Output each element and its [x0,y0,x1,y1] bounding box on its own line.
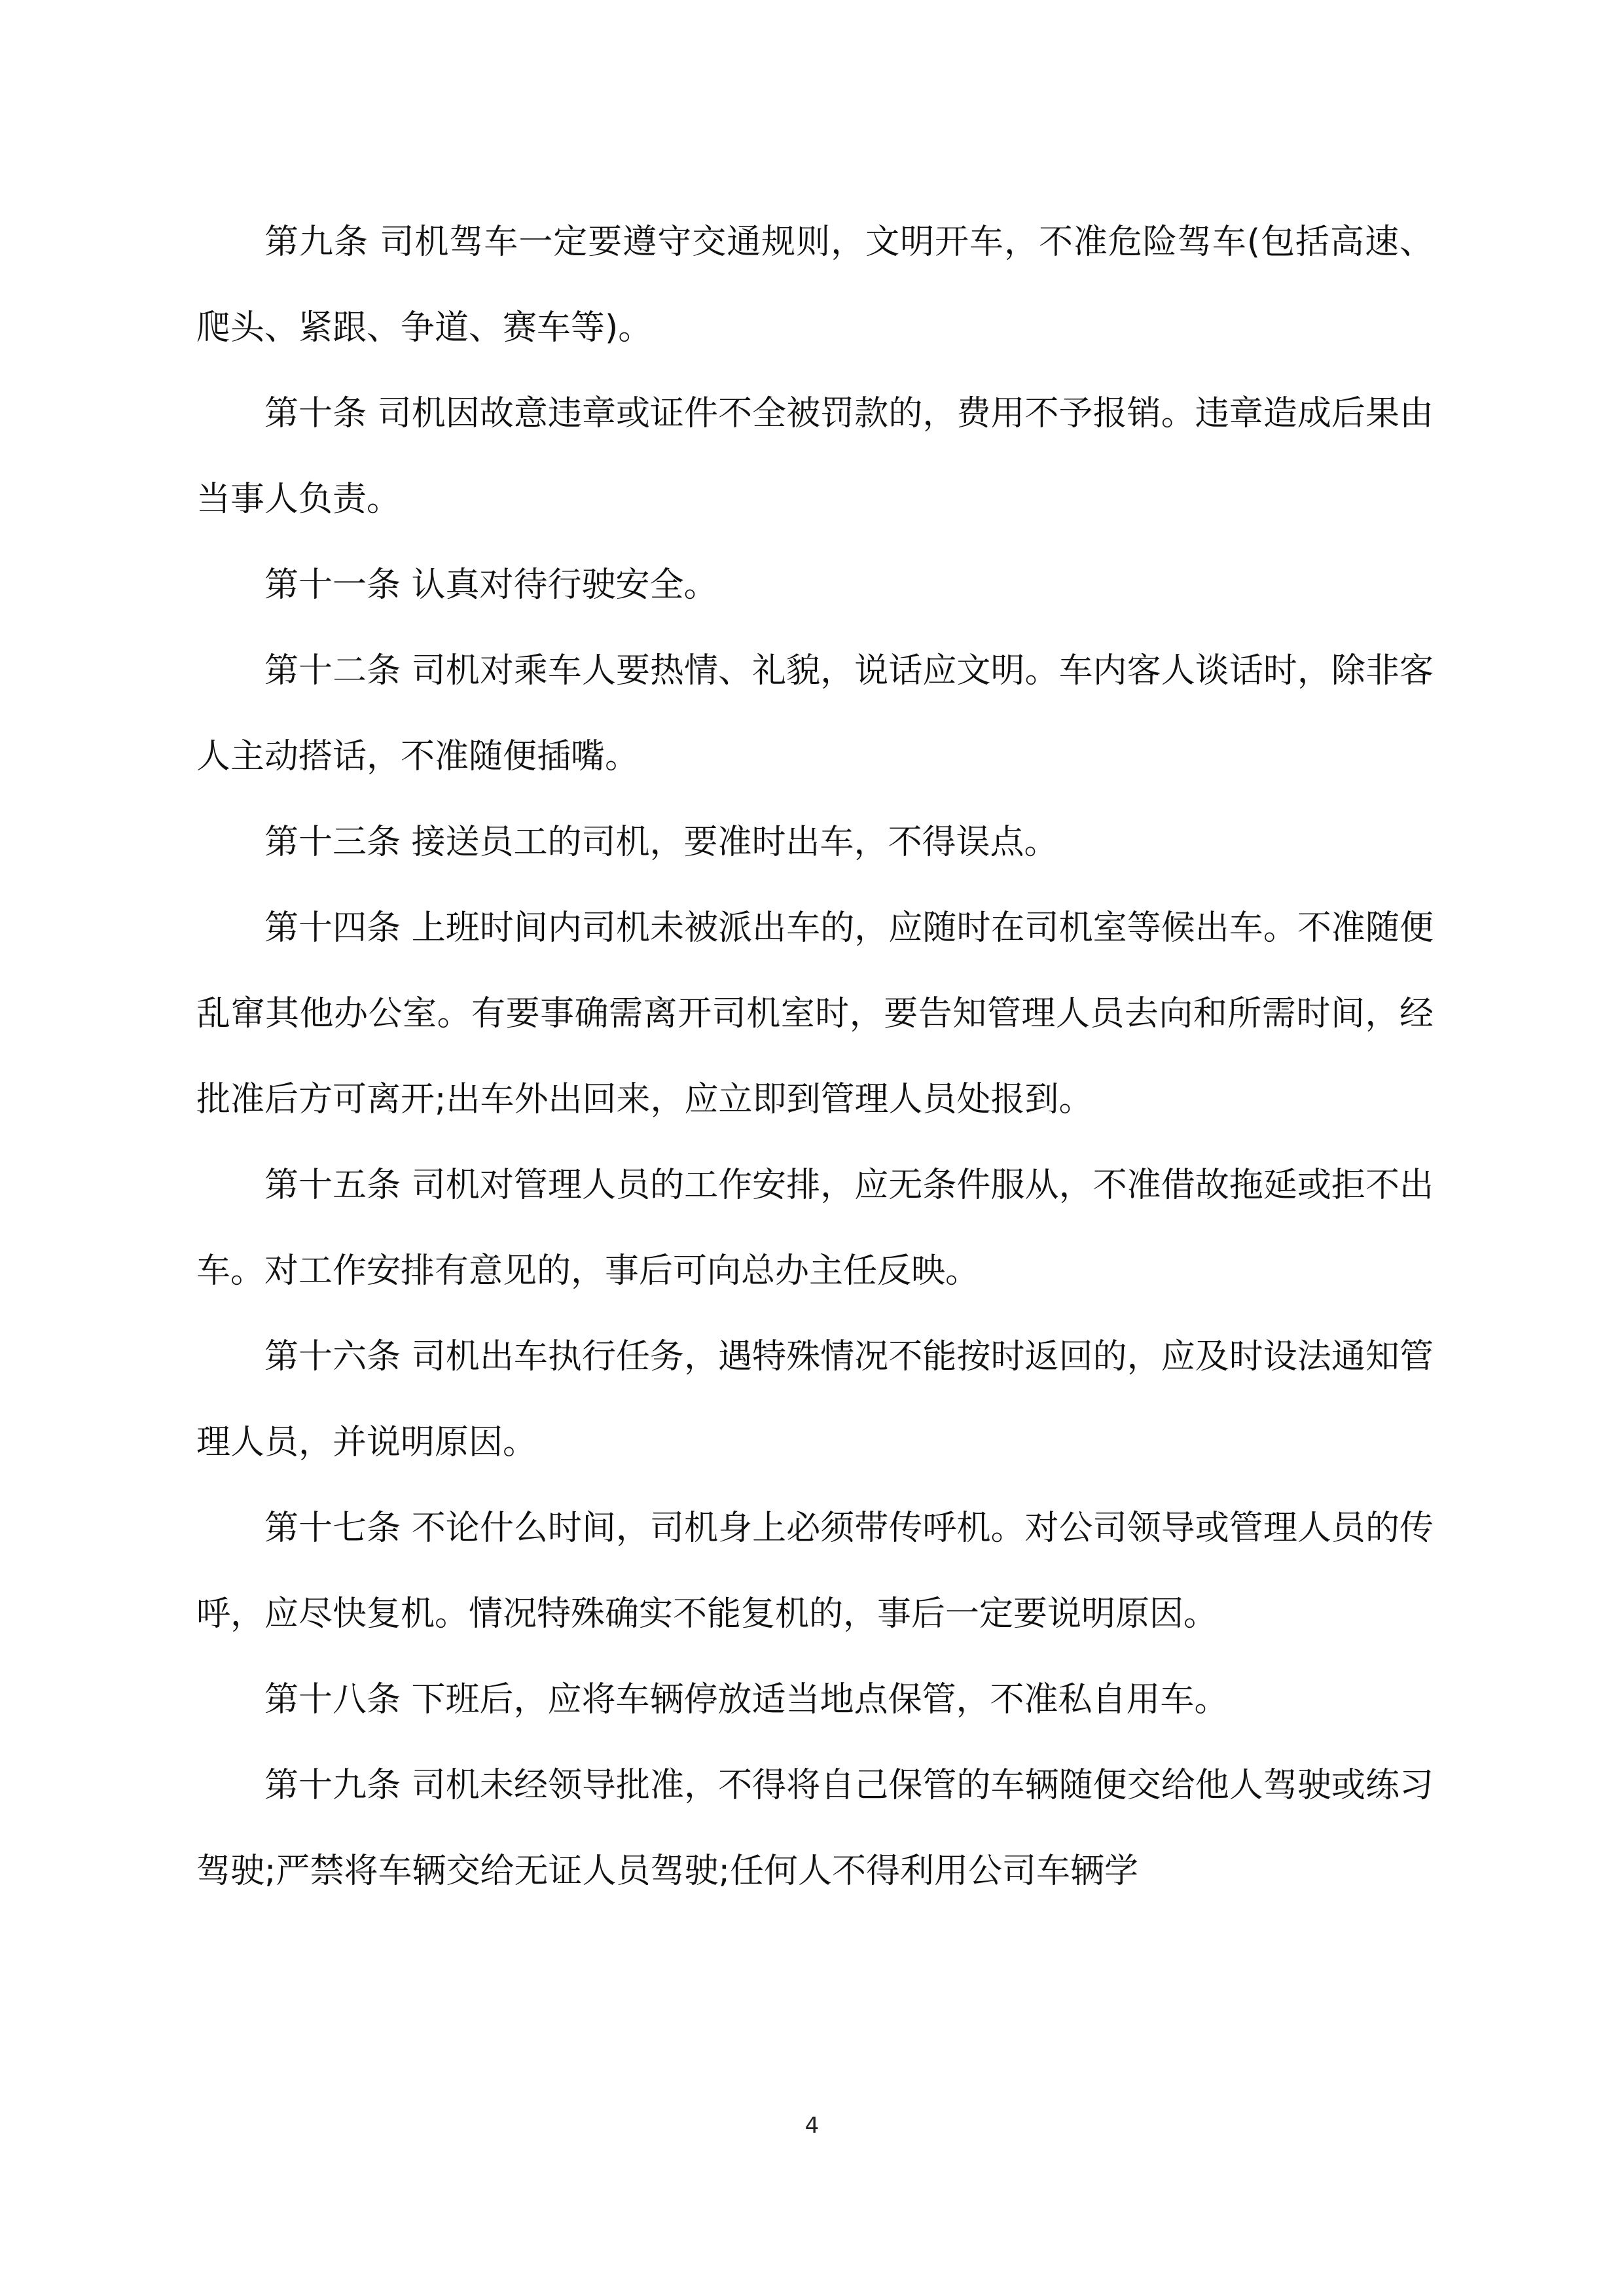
article-11: 第十一条 认真对待行驶安全。 [264,565,718,605]
article-18: 第十八条 下班后，应将车辆停放适当地点保管，不准私自用车。 [264,1680,1229,1719]
article-13: 第十三条 接送员工的司机，要准时出车，不得误点。 [264,823,1058,862]
article-9: 第九条 司机驾车一定要遵守交通规则，文明开车，不准危险驾车(包括高速、爬头、紧跟、争道、赛车等)。 [196,223,1434,348]
page-number: 4 [804,2113,820,2139]
article-17: 第十七条 不论什么时间，司机身上必须带传呼机。对公司领导或管理人员的传呼，应尽快复机。情况特殊确实不能复机的，事后一定要说明原因。 [196,1509,1434,1634]
document-body [196,200,1434,1914]
article-15: 第十五条 司机对管理人员的工作安排，应无条件服从，不准借故拖延或拒不出车。对工作安排有意见的，事后可向总办主任反映。 [196,1166,1434,1291]
article-16: 第十六条 司机出车执行任务，遇特殊情况不能按时返回的，应及时设法通知管理人员，并说明原因。 [196,1337,1434,1462]
article-12: 第十二条 司机对乘车人要热情、礼貌，说话应文明。车内客人谈话时，除非客人主动搭话，不准随便插嘴。 [196,651,1434,776]
article-19: 第十九条 司机未经领导批准，不得将自己保管的车辆随便交给他人驾驶或练习驾驶;严禁将车辆交给无证人员驾驶;任何人不得利用公司车辆学 [196,1766,1434,1891]
article-10: 第十条 司机因故意违章或证件不全被罚款的，费用不予报销。违章造成后果由当事人负责。 [196,394,1434,519]
article-14: 第十四条 上班时间内司机未被派出车的，应随时在司机室等候出车。不准随便乱窜其他办公室。有要事确需离开司机室时，要告知管理人员去向和所需时间，经批准后方可离开;出车外出回来，应立即到管理人员处报到。 [196,908,1434,1119]
